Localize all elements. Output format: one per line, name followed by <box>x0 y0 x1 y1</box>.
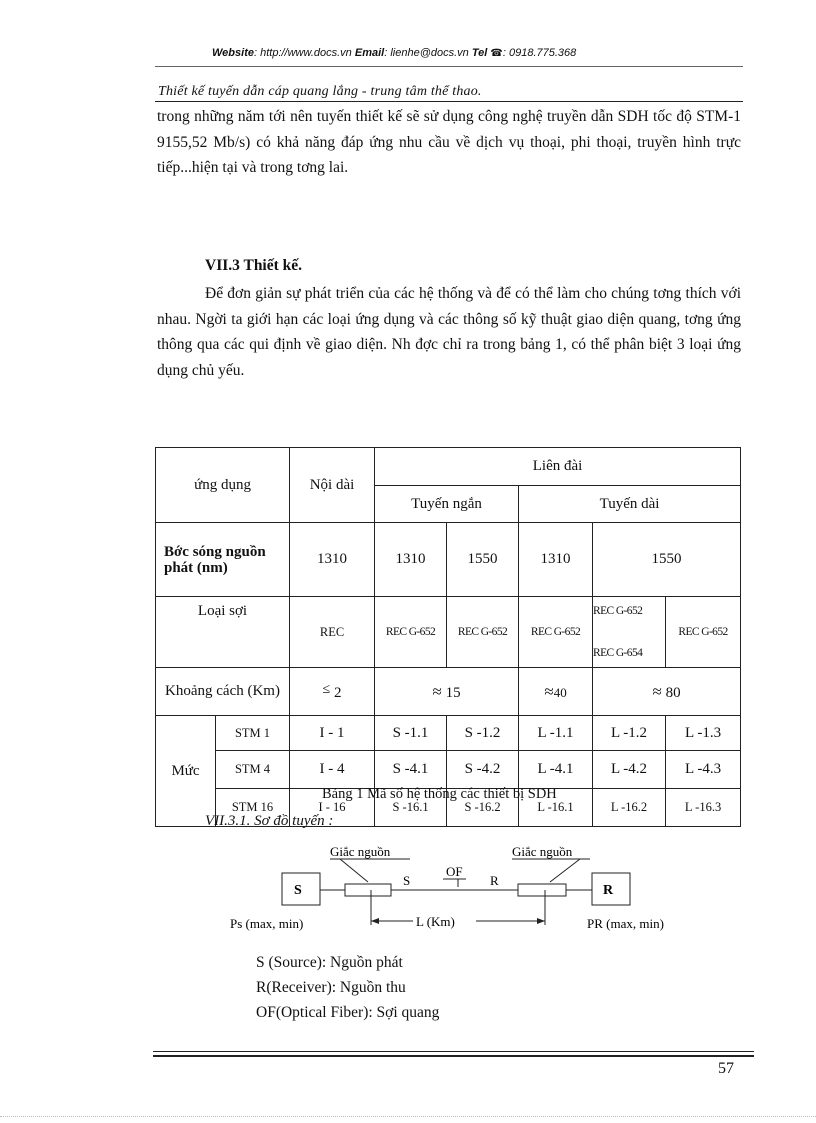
tel-label: Tel <box>471 47 488 59</box>
left-leader-line <box>340 859 368 882</box>
tel-value: : 0918.775.368 <box>502 47 577 59</box>
level-code: I - 4 <box>290 751 375 789</box>
level-code: L -4.2 <box>593 751 666 789</box>
email-value[interactable]: : lienhe@docs.vn <box>384 47 469 59</box>
ps-label: Ps (max, min) <box>230 916 304 931</box>
legend-item: S (Source): Nguồn phát <box>256 954 403 971</box>
source-box-label: S <box>294 883 302 898</box>
approx-symbol: ≈ <box>652 681 662 701</box>
table-caption: Bảng 1 Mã số hệ thống các thiết bị SDH <box>322 786 557 802</box>
level-code: I - 1 <box>290 716 375 751</box>
right-leader-line <box>550 859 580 882</box>
khoang-cach-cell: ≈40 <box>519 668 593 716</box>
s-reference-label: S <box>403 873 411 888</box>
website-url[interactable]: : http://www.docs.vn <box>253 47 352 59</box>
level-code: L -4.3 <box>666 751 741 789</box>
level-code: S -16.1 <box>375 789 447 827</box>
pr-label: PR (max, min) <box>587 916 664 931</box>
legend-item: OF(Optical Fiber): Sợi quang <box>256 1004 440 1021</box>
loai-soi-split-cell <box>593 597 666 668</box>
level-code: I - 16 <box>290 789 375 827</box>
intro-paragraph: trong những năm tới nên tuyến thiết kế sẽ sử dụng công nghệ truyền dẫn SDH tốc độ STM-1 9155,52 Mb/s) có khả năng đáp ứng nhu cầu về dịch vụ thoại, phi thoại, truyền hình trực tiếp...hiện tại và trong tơng lai. <box>157 108 741 176</box>
right-connector <box>518 884 566 896</box>
length-arrow-left <box>371 918 379 924</box>
loai-soi-cell: REC G-652 <box>375 597 447 668</box>
stm-label: STM 4 <box>216 751 290 789</box>
buoc-song-cell: 1310 <box>519 523 593 597</box>
header-noi-dai: Nội dài <box>290 448 375 523</box>
level-code: S -16.2 <box>447 789 519 827</box>
level-code: L -16.3 <box>666 789 741 827</box>
khoang-cach-cell: ≈ 80 <box>593 668 741 716</box>
level-code: S -1.1 <box>375 716 447 751</box>
length-label: L (Km) <box>416 914 455 929</box>
footer-rule-thick <box>153 1055 754 1057</box>
header-divider <box>155 66 743 67</box>
section-heading: VII.3 Thiết kế. <box>205 257 303 274</box>
level-code: S -4.1 <box>375 751 447 789</box>
footer-rule <box>153 1051 754 1052</box>
row-label-loai-soi: Loại sợi <box>156 597 290 668</box>
buoc-song-cell: 1550 <box>447 523 519 597</box>
approx-symbol: ≈ <box>544 681 554 701</box>
level-code: L -1.3 <box>666 716 741 751</box>
khoang-cach-cell: ≤ 2 <box>290 668 375 716</box>
loai-soi-cell: REC G-652 <box>519 597 593 668</box>
subsection-heading: VII.3.1. Sơ đồ tuyến : <box>205 813 334 829</box>
header-tuyen-dai: Tuyến dài <box>519 486 741 523</box>
buoc-song-cell: 1550 <box>593 523 741 597</box>
loai-soi-cell: REC G-652 <box>666 597 741 668</box>
phone-icon: ☎ <box>490 48 503 59</box>
header-ung-dung: ứng dụng <box>156 448 290 523</box>
level-code: S -4.2 <box>447 751 519 789</box>
loai-soi-cell: REC <box>290 597 375 668</box>
section-paragraph: Để đơn giản sự phát triển của các hệ thống và để có thể làm cho chúng tơng thích với nhau. Ngời ta giới hạn các loại ứng dụng và các thông số kỹ thuật giao diện quang, tơng ứng thông qua các qui định về giao diện. Nh đợc chỉ ra trong bảng 1, có thể phân biệt 3 loại ứng dụng chủ yếu. <box>157 285 741 379</box>
loai-soi-cell: REC G-652 <box>447 597 519 668</box>
khoang-cach-cell: ≈ 15 <box>375 668 519 716</box>
row-label-muc: Mức <box>156 716 216 827</box>
level-code: S -1.2 <box>447 716 519 751</box>
approx-symbol: ≈ <box>432 681 442 701</box>
level-code: L -16.2 <box>593 789 666 827</box>
level-code: L -1.2 <box>593 716 666 751</box>
right-connector-label: Giắc nguồn <box>512 844 573 859</box>
row-label-khoang-cach: Khoảng cách (Km) <box>156 668 290 716</box>
buoc-song-cell: 1310 <box>375 523 447 597</box>
left-connector <box>345 884 391 896</box>
document-title: Thiết kế tuyến dẫn cáp quang lắng - trung tâm thể thao. <box>158 84 482 99</box>
loai-soi-split-top: REC G-652 <box>593 605 643 617</box>
loai-soi-split-bottom: REC G-654 <box>593 647 643 659</box>
page-number: 57 <box>718 1060 734 1077</box>
buoc-song-cell: 1310 <box>290 523 375 597</box>
left-connector-label: Giắc nguồn <box>330 844 391 859</box>
stm-label: STM 16 <box>216 789 290 827</box>
stm-label: STM 1 <box>216 716 290 751</box>
row-label-buoc-song: Bớc sóng nguồn phát (nm) <box>156 523 290 597</box>
page-edge-dots <box>0 1116 816 1117</box>
length-arrow-right <box>537 918 545 924</box>
header-contact-line <box>212 47 712 59</box>
sdh-code-table <box>155 447 741 827</box>
diagram-legend <box>256 950 439 1025</box>
header-lien-dai: Liên đài <box>375 448 741 486</box>
of-label: OF <box>446 864 463 879</box>
r-reference-label: R <box>490 873 499 888</box>
title-divider <box>155 101 743 102</box>
email-label: Email <box>354 47 385 59</box>
level-code: L -1.1 <box>519 716 593 751</box>
receiver-box-label: R <box>603 883 614 898</box>
level-code: L -16.1 <box>519 789 593 827</box>
header-tuyen-ngan: Tuyến ngắn <box>375 486 519 523</box>
leq-symbol: ≤ <box>322 681 331 697</box>
link-diagram <box>200 835 720 940</box>
level-code: L -4.1 <box>519 751 593 789</box>
legend-item: R(Receiver): Nguồn thu <box>256 979 406 996</box>
website-label: Website <box>212 47 254 59</box>
